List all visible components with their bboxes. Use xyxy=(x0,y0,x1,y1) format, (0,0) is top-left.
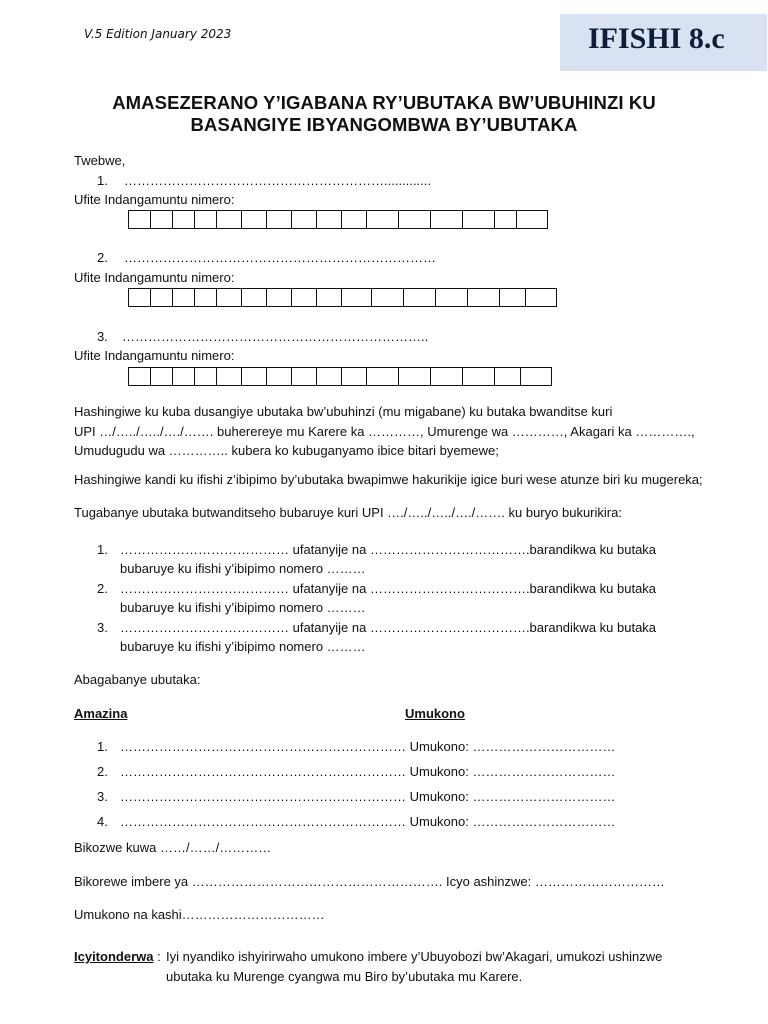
id-digit-cell[interactable] xyxy=(172,367,194,386)
note-text: ubutaka ku Murenge cyangwa mu Biro by’ubutaka mu Karere. xyxy=(166,969,523,984)
note-colon: : xyxy=(153,949,161,964)
witness-line: Bikorewe imbere ya …………………………………………………. Icyo ashinzwe: ………………………… xyxy=(74,874,665,889)
allocation-line: bubaruye ku ifishi y’ibipimo nomero ……… xyxy=(120,561,366,576)
party-number: 3. xyxy=(97,329,108,344)
signer-number: 3. xyxy=(97,789,108,804)
id-digit-cell[interactable] xyxy=(291,288,316,307)
signer-line: ………………………………………………………… Umukono: …………………………… xyxy=(120,814,616,829)
signer-number: 4. xyxy=(97,814,108,829)
id-digit-cell[interactable] xyxy=(467,288,499,307)
id-digit-cell[interactable] xyxy=(266,367,291,386)
signer-line: ………………………………………………………… Umukono: …………………………… xyxy=(120,764,616,779)
id-digit-cell[interactable] xyxy=(462,210,494,229)
id-digit-cell[interactable] xyxy=(241,288,266,307)
id-digit-cell[interactable] xyxy=(150,288,172,307)
id-digit-cell[interactable] xyxy=(341,210,366,229)
party-number: 1. xyxy=(97,173,108,188)
id-number-boxes[interactable] xyxy=(128,367,552,387)
id-digit-cell[interactable] xyxy=(241,210,266,229)
id-digit-cell[interactable] xyxy=(341,288,371,307)
party-name-blank[interactable]: ……………………………………………………………… xyxy=(124,250,436,265)
paragraph-shared-land: UPI …/…../…../…./……. buherereye mu Karere ka …………, Umurenge wa …………, Akagari ka …………., xyxy=(74,424,695,439)
party-number: 2. xyxy=(97,250,108,265)
id-digit-cell[interactable] xyxy=(403,288,435,307)
paragraph-division: Tugabanye ubutaka butwanditseho bubaruye kuri UPI …./…../…../…./……. ku buryo bukurikira: xyxy=(74,505,622,520)
id-digit-cell[interactable] xyxy=(216,210,241,229)
id-digit-cell[interactable] xyxy=(462,367,494,386)
id-digit-cell[interactable] xyxy=(494,210,516,229)
id-digit-cell[interactable] xyxy=(398,210,430,229)
allocation-line: bubaruye ku ifishi y’ibipimo nomero ……… xyxy=(120,600,366,615)
note xyxy=(74,949,161,964)
id-digit-cell[interactable] xyxy=(128,367,150,386)
id-digit-cell[interactable] xyxy=(150,367,172,386)
form-code-badge xyxy=(560,14,767,71)
id-number-boxes[interactable] xyxy=(128,288,557,308)
id-digit-cell[interactable] xyxy=(494,367,520,386)
id-digit-cell[interactable] xyxy=(316,367,341,386)
id-digit-cell[interactable] xyxy=(172,210,194,229)
id-digit-cell[interactable] xyxy=(128,288,150,307)
date-line: Bikozwe kuwa ……/……/………… xyxy=(74,840,272,855)
id-digit-cell[interactable] xyxy=(499,288,525,307)
id-digit-cell[interactable] xyxy=(150,210,172,229)
paragraph-shared-land: Umudugudu wa ………….. kubera ko kubuganyamo ibice bitari byemewe; xyxy=(74,443,499,458)
id-digit-cell[interactable] xyxy=(128,210,150,229)
id-digit-cell[interactable] xyxy=(291,367,316,386)
allocation-line: ………………………………… ufatanyije na ……………………………….barandikwa ku butaka xyxy=(120,620,657,635)
document-title-line2: BASANGIYE IBYANGOMBWA BY’UBUTAKA xyxy=(190,114,578,135)
id-digit-cell[interactable] xyxy=(316,210,341,229)
document-title-line1: AMASEZERANO Y’IGABANA RY’UBUTAKA BW’UBUHINZI KU xyxy=(112,92,656,113)
allocation-line: ………………………………… ufatanyije na ……………………………….barandikwa ku butaka xyxy=(120,542,657,557)
allocation-number: 3. xyxy=(97,620,108,635)
id-digit-cell[interactable] xyxy=(172,288,194,307)
id-digit-cell[interactable] xyxy=(371,288,403,307)
id-digit-cell[interactable] xyxy=(516,210,548,229)
allocation-number: 1. xyxy=(97,542,108,557)
intro-text: Twebwe, xyxy=(74,153,126,168)
id-number-label: Ufite Indangamuntu nimero: xyxy=(74,192,235,207)
stamp-line: Umukono na kashi…………………………… xyxy=(74,907,325,922)
signer-line: ………………………………………………………… Umukono: …………………………… xyxy=(120,739,616,754)
signers-heading: Abagabanye ubutaka: xyxy=(74,672,201,687)
id-digit-cell[interactable] xyxy=(398,367,430,386)
paragraph-measurement-sheets: Hashingiwe kandi ku ifishi z’ibipimo by’ubutaka bwapimwe hakurikije igice buri wese atunze biri ku mugereka; xyxy=(74,472,703,487)
edition-label: V.5 Edition January 2023 xyxy=(84,27,232,41)
id-digit-cell[interactable] xyxy=(194,210,216,229)
party-name-blank[interactable]: ……………………………………………………............. xyxy=(124,173,431,188)
party-name-blank[interactable]: …………………………………………………………….. xyxy=(122,329,429,344)
id-digit-cell[interactable] xyxy=(341,367,366,386)
id-digit-cell[interactable] xyxy=(520,367,552,386)
id-digit-cell[interactable] xyxy=(266,210,291,229)
id-digit-cell[interactable] xyxy=(216,367,241,386)
id-digit-cell[interactable] xyxy=(291,210,316,229)
column-header-signature: Umukono xyxy=(405,706,465,721)
id-digit-cell[interactable] xyxy=(435,288,467,307)
id-number-label: Ufite Indangamuntu nimero: xyxy=(74,270,235,285)
column-header-names: Amazina xyxy=(74,706,128,721)
id-digit-cell[interactable] xyxy=(430,367,462,386)
allocation-number: 2. xyxy=(97,581,108,596)
id-digit-cell[interactable] xyxy=(266,288,291,307)
id-digit-cell[interactable] xyxy=(525,288,557,307)
id-digit-cell[interactable] xyxy=(316,288,341,307)
allocation-line: ………………………………… ufatanyije na ……………………………….barandikwa ku butaka xyxy=(120,581,657,596)
signer-line: ………………………………………………………… Umukono: …………………………… xyxy=(120,789,616,804)
signer-number: 2. xyxy=(97,764,108,779)
paragraph-shared-land: Hashingiwe ku kuba dusangiye ubutaka bw’ubuhinzi (mu migabane) ku butaka bwanditse kuri xyxy=(74,404,613,419)
id-digit-cell[interactable] xyxy=(366,367,398,386)
id-digit-cell[interactable] xyxy=(194,288,216,307)
id-number-boxes[interactable] xyxy=(128,210,548,230)
id-digit-cell[interactable] xyxy=(194,367,216,386)
id-digit-cell[interactable] xyxy=(430,210,462,229)
form-code: IFISHI 8.c xyxy=(588,22,725,55)
id-digit-cell[interactable] xyxy=(241,367,266,386)
signer-number: 1. xyxy=(97,739,108,754)
allocation-line: bubaruye ku ifishi y’ibipimo nomero ……… xyxy=(120,639,366,654)
id-digit-cell[interactable] xyxy=(216,288,241,307)
note-label: Icyitonderwa xyxy=(74,949,154,964)
note-text: Iyi nyandiko ishyirirwaho umukono imbere y’Ubuyobozi bw’Akagari, umukozi ushinzwe xyxy=(166,949,663,964)
id-number-label: Ufite Indangamuntu nimero: xyxy=(74,348,235,363)
id-digit-cell[interactable] xyxy=(366,210,398,229)
